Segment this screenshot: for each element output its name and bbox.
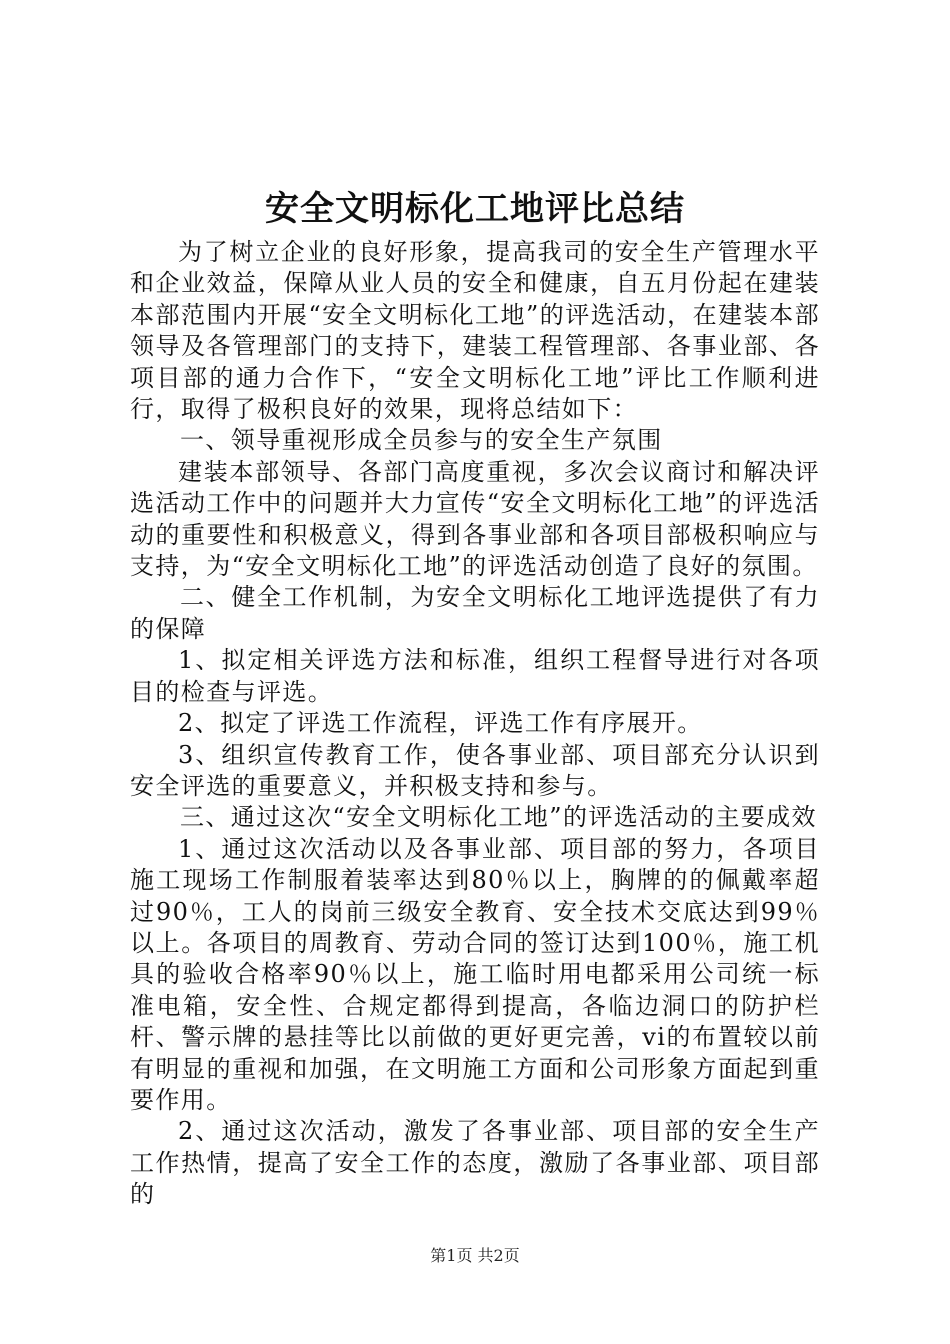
- intro-paragraph: 为了树立企业的良好形象，提高我司的安全生产管理水平和企业效益，保障从业人员的安全和健康，自五月份起在建装本部范围内开展“安全文明标化工地”的评选活动，在建装本部领导及各管理部门的支持下，建装工程管理部、各事业部、各项目部的通力合作下，“安全文明标化工地”评比工作顺利进行，取得了极积良好的效果，现将总结如下：: [130, 238, 820, 424]
- section-2-item-2: 2、拟定了评选工作流程，评选工作有序展开。: [178, 709, 703, 738]
- section-heading-2: 二、健全工作机制，为安全文明标化工地评选提供了有力的保障: [130, 583, 820, 643]
- document-title: 安全文明标化工地评比总结: [265, 189, 685, 229]
- section-3-item-2: 2、通过这次活动，激发了各事业部、项目部的安全生产工作热情，提高了安全工作的态度，激励了各事业部、项目部的: [130, 1117, 820, 1209]
- section-heading-3: 三、通过这次“安全文明标化工地”的评选活动的主要成效: [180, 803, 817, 832]
- section-3-item-1: 1、通过这次活动以及各事业部、项目部的努力，各项目施工现场工作制服着装率达到80％以上，胸牌的的佩戴率超过90％，工人的岗前三级安全教育、安全技术交底达到99％以上。各项目的周教育、劳动合同的签订达到100％，施工机具的验收合格率90％以上，施工临时用电都采用公司统一标准电箱，安全性、合规定都得到提高，各临边洞口的防护栏杆、警示牌的悬挂等比以前做的更好更完善，vi的布置较以前有明显的重视和加强，在文明施工方面和公司形象方面起到重要作用。: [130, 834, 820, 1114]
- page-number-footer: 第1页 共2页: [430, 1246, 520, 1265]
- section-1-paragraph: 建装本部领导、各部门高度重视，多次会议商讨和解决评选活动工作中的问题并大力宣传“安全文明标化工地”的评选活动的重要性和积极意义，得到各事业部和各项目部极积响应与支持，为“安全文明标化工地”的评选活动创造了良好的氛围。: [130, 457, 820, 581]
- section-2-item-3: 3、组织宣传教育工作，使各事业部、项目部充分认识到安全评选的重要意义，并积极支持和参与。: [130, 740, 820, 800]
- section-heading-1: 一、领导重视形成全员参与的安全生产氛围: [180, 426, 663, 455]
- document-body: [130, 237, 820, 1211]
- section-2-item-1: 1、拟定相关评选方法和标准，组织工程督导进行对各项目的检查与评选。: [130, 646, 820, 706]
